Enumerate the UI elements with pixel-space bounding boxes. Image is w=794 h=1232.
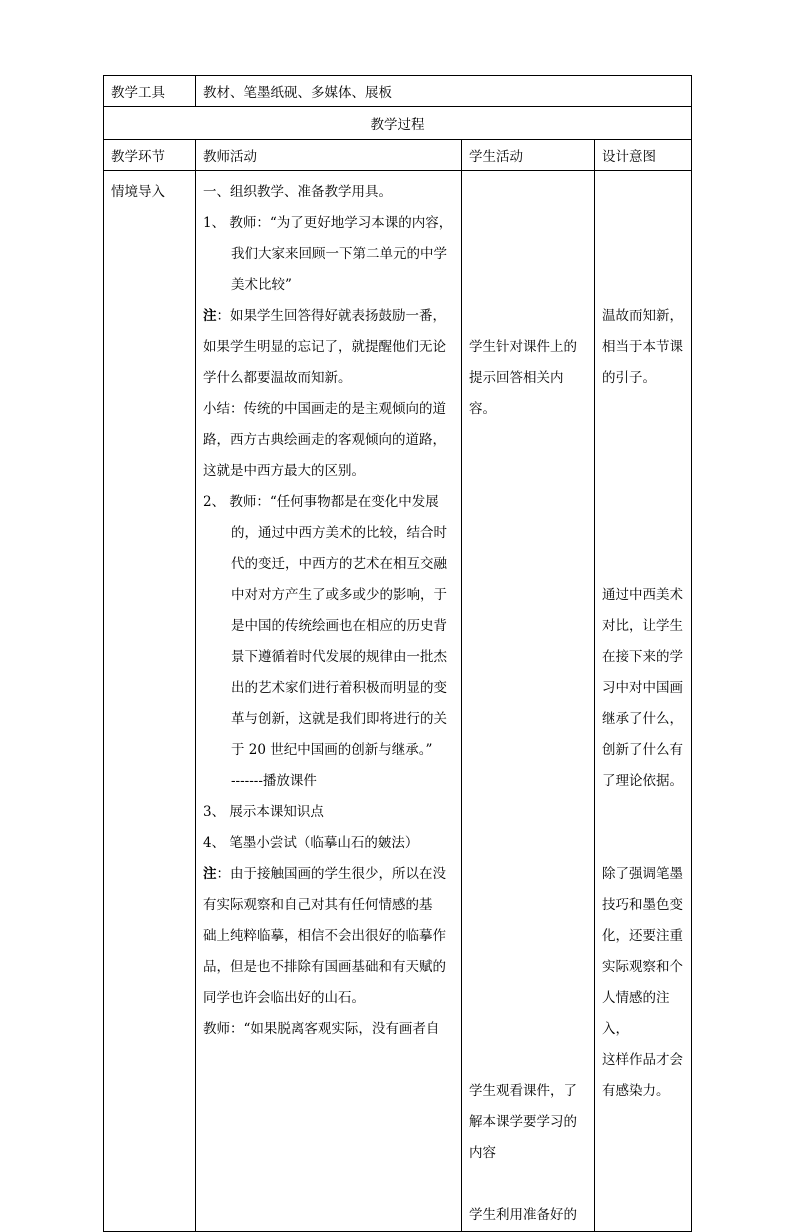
content-row bbox=[104, 171, 692, 1232]
intent-line: 化，还要注重 bbox=[602, 928, 683, 944]
teacher-item2-line: 革与创新，这就是我们即将进行的关 bbox=[231, 711, 447, 727]
teacher-note2-line: 品，但是也不排除有国画基础和有天赋的 bbox=[203, 959, 446, 975]
process-title: 教学过程 bbox=[104, 107, 692, 140]
intent-line: 有感染力。 bbox=[602, 1083, 670, 1099]
teacher-item2-line: 于 20 世纪中国画的创新与继承。” bbox=[231, 742, 433, 758]
header-teacher: 教师活动 bbox=[196, 140, 462, 171]
stage-label: 情境导入 bbox=[111, 184, 165, 200]
teacher-line-1: 一、组织教学、准备教学用具。 bbox=[203, 184, 392, 200]
intent-line: 在接下来的学 bbox=[602, 649, 683, 665]
intent-line: 通过中西美术 bbox=[602, 587, 683, 603]
note-text: ：如果学生回答得好就表扬鼓励一番， bbox=[216, 308, 446, 324]
header-student: 学生活动 bbox=[462, 140, 595, 171]
intent-line: 除了强调笔墨 bbox=[602, 866, 683, 882]
note-label: 注 bbox=[203, 308, 217, 324]
teacher-summary-line: 这就是中西方最大的区别。 bbox=[203, 463, 365, 479]
intent-line: 技巧和墨色变 bbox=[602, 897, 683, 913]
student-line: 学生观看课件，了 bbox=[469, 1083, 577, 1099]
teacher-item2-line: 代的变迁，中西方的艺术在相互交融 bbox=[231, 556, 447, 572]
teacher-item3: 3、 展示本课知识点 bbox=[203, 804, 324, 820]
teacher-last-line: 教师：“如果脱离客观实际，没有画者自 bbox=[203, 1021, 440, 1037]
note-text: ：由于接触国画的学生很少，所以在没 bbox=[216, 866, 446, 882]
teacher-note2-line: 础上纯粹临摹，相信不会出很好的临摹作 bbox=[203, 928, 446, 944]
student-line: 学生利用准备好的 bbox=[469, 1207, 577, 1223]
header-stage: 教学环节 bbox=[104, 140, 196, 171]
intent-line: 相当于本节课 bbox=[602, 339, 683, 355]
tools-value: 教材、笔墨纸砚、多媒体、展板 bbox=[196, 76, 692, 107]
column-header-row bbox=[104, 140, 692, 171]
teacher-item1-line: 1、 教师：“为了更好地学习本课的内容， bbox=[203, 215, 453, 231]
teacher-item2-line: -------播放课件 bbox=[231, 773, 317, 789]
teacher-item2-line: 景下遵循着时代发展的规律由一批杰 bbox=[231, 649, 447, 665]
intent-line: 创新了什么有 bbox=[602, 742, 683, 758]
intent-line: 习中对中国画 bbox=[602, 680, 683, 696]
tools-label: 教学工具 bbox=[104, 76, 196, 107]
teacher-note2-line: 有实际观察和自己对其有任何情感的基 bbox=[203, 897, 433, 913]
teacher-item2-line: 是中国的传统绘画也在相应的历史背 bbox=[231, 618, 447, 634]
note-label: 注 bbox=[203, 866, 217, 882]
teacher-item2-line: 2、 教师：“任何事物都是在变化中发展 bbox=[203, 494, 439, 510]
teacher-note1-line bbox=[203, 301, 454, 332]
teacher-summary-line: 小结：传统的中国画走的是主观倾向的道 bbox=[203, 401, 446, 417]
teacher-note1-line: 学什么都要温故而知新。 bbox=[203, 370, 352, 386]
intent-line: 实际观察和个 bbox=[602, 959, 683, 975]
student-line: 提示回答相关内容。 bbox=[469, 370, 564, 417]
design-intent-cell bbox=[595, 171, 692, 1232]
student-activity-cell bbox=[462, 171, 595, 1232]
lesson-plan-table bbox=[103, 75, 692, 1232]
teacher-summary-line: 路，西方古典绘画走的客观倾向的道路， bbox=[203, 432, 446, 448]
intent-line: 对比，让学生 bbox=[602, 618, 683, 634]
stage-cell bbox=[104, 171, 196, 1232]
intent-line: 了理论依据。 bbox=[602, 773, 683, 789]
header-intent: 设计意图 bbox=[595, 140, 692, 171]
teacher-item1-line: 美术比较” bbox=[231, 277, 292, 293]
process-title-row bbox=[104, 107, 692, 140]
intent-line: 温故而知新， bbox=[602, 308, 683, 324]
teacher-item2-line: 中对对方产生了或多或少的影响，于 bbox=[231, 587, 447, 603]
intent-line: 继承了什么， bbox=[602, 711, 683, 727]
teacher-activity-cell bbox=[196, 171, 462, 1232]
student-line: 学生针对课件上的 bbox=[469, 339, 577, 355]
teacher-note2-line: 同学也许会临出好的山石。 bbox=[203, 990, 365, 1006]
teacher-note2-line bbox=[203, 859, 454, 890]
teacher-item2-line: 的，通过中西方美术的比较，结合时 bbox=[231, 525, 447, 541]
intent-line: 的引子。 bbox=[602, 370, 656, 386]
student-line: 解本课学要学习的 bbox=[469, 1114, 577, 1130]
teacher-note1-line: 如果学生明显的忘记了，就提醒他们无论 bbox=[203, 339, 446, 355]
teacher-item2-line: 出的艺术家们进行着积极而明显的变 bbox=[231, 680, 447, 696]
student-line: 内容 bbox=[469, 1145, 496, 1161]
tools-row bbox=[104, 76, 692, 107]
teacher-item4: 4、 笔墨小尝试（临摹山石的皴法） bbox=[203, 835, 419, 851]
teacher-item1-line: 我们大家来回顾一下第二单元的中学 bbox=[231, 246, 447, 262]
intent-line: 人情感的注入， bbox=[602, 990, 670, 1037]
intent-line: 这样作品才会 bbox=[602, 1052, 683, 1068]
